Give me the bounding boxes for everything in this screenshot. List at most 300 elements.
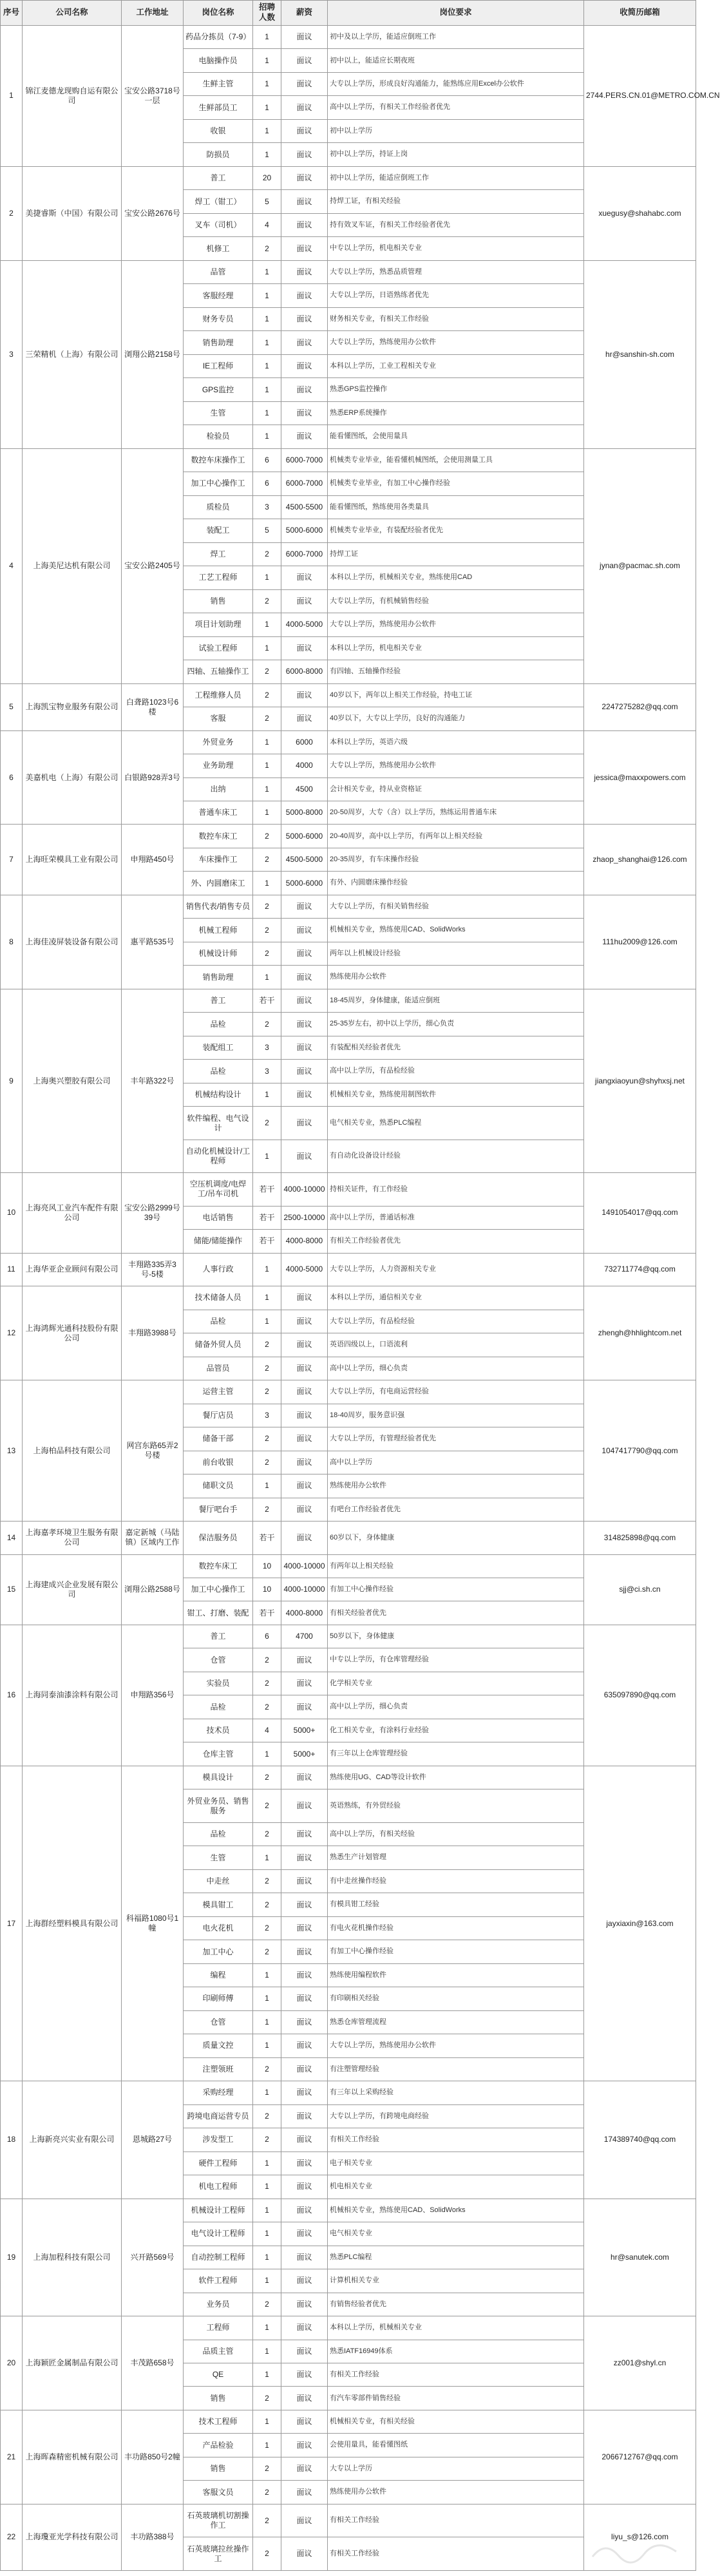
hire-count: 1 <box>253 96 281 119</box>
job-requirements: 有自动化设备设计经验 <box>328 1140 584 1172</box>
company-address: 惠平路535号 <box>122 895 184 989</box>
company-number: 9 <box>1 989 23 1172</box>
hire-count: 1 <box>253 378 281 401</box>
hire-count: 若干 <box>253 989 281 1012</box>
hire-count: 1 <box>253 72 281 95</box>
salary: 面议 <box>281 589 328 613</box>
hire-count: 1 <box>253 1474 281 1498</box>
salary: 面议 <box>281 2175 328 2199</box>
job-title: 品检 <box>184 1822 253 1846</box>
job-title: 客服经理 <box>184 284 253 307</box>
hire-count: 1 <box>253 1140 281 1172</box>
job-title: 生鲜部员工 <box>184 96 253 119</box>
salary: 4000-10000 <box>281 1173 328 1206</box>
salary: 面议 <box>281 190 328 213</box>
hire-count: 2 <box>253 2457 281 2480</box>
salary: 面议 <box>281 284 328 307</box>
hire-count: 2 <box>253 1107 281 1140</box>
job-title: 普工 <box>184 166 253 189</box>
salary: 面议 <box>281 96 328 119</box>
job-title: 保洁服务员 <box>184 1522 253 1554</box>
salary: 面议 <box>281 1310 328 1333</box>
company-name: 美捷睿斯（中国）有限公司 <box>23 166 122 260</box>
salary: 面议 <box>281 2434 328 2457</box>
salary: 4000-10000 <box>281 1554 328 1578</box>
table-row <box>1 730 696 754</box>
job-title: 技术储备人员 <box>184 1286 253 1310</box>
table-row <box>1 1286 696 1310</box>
hire-count: 2 <box>253 825 281 848</box>
hire-count: 2 <box>253 237 281 260</box>
job-requirements: 高中以上学历 <box>328 1451 584 1474</box>
resume-email: jynan@pacmac.sh.com <box>584 448 696 683</box>
job-title: 电话销售 <box>184 1206 253 1229</box>
company-address: 科福路1080号1幢 <box>122 1766 184 2081</box>
hire-count: 2 <box>253 1916 281 1940</box>
salary: 5000-6000 <box>281 519 328 542</box>
company-number: 7 <box>1 825 23 895</box>
salary: 面议 <box>281 1474 328 1498</box>
job-title: 仓管 <box>184 1648 253 1672</box>
salary: 面议 <box>281 2269 328 2293</box>
job-requirements: 初中及以上学历，能适应倒班工作 <box>328 26 584 49</box>
hire-count: 1 <box>253 119 281 142</box>
job-title: 生鲜主管 <box>184 72 253 95</box>
hire-count: 2 <box>253 1427 281 1451</box>
job-requirements: 大专以上学历，熟练使用办公软件 <box>328 613 584 636</box>
job-title: 加工中心 <box>184 1940 253 1963</box>
job-requirements: 有电火花机操作经验 <box>328 1916 584 1940</box>
job-requirements: 大专以上学历，人力资源相关专业 <box>328 1253 584 1286</box>
hire-count: 2 <box>253 2504 281 2537</box>
salary: 5000+ <box>281 1742 328 1766</box>
job-requirements: 20-35周岁，有车床操作经验 <box>328 848 584 871</box>
job-title: 钳工、打磨、装配 <box>184 1601 253 1625</box>
salary: 面议 <box>281 1916 328 1940</box>
company-name: 上海瓊亚光学科技有限公司 <box>23 2504 122 2570</box>
job-title: 品检 <box>184 1695 253 1719</box>
job-title: 装配组工 <box>184 1036 253 1059</box>
job-title: GPS监控 <box>184 378 253 401</box>
job-requirements: 熟练使用办公软件 <box>328 1474 584 1498</box>
job-requirements: 大专以上学历 <box>328 2457 584 2480</box>
hire-count: 1 <box>253 2175 281 2199</box>
job-requirements: 熟悉仓库管理流程 <box>328 2010 584 2034</box>
header-cell: 序号 <box>1 1 23 26</box>
job-requirements: 有相关工作经验 <box>328 2363 584 2386</box>
salary: 5000-6000 <box>281 872 328 895</box>
company-number: 18 <box>1 2081 23 2199</box>
company-number: 21 <box>1 2410 23 2504</box>
job-requirements: 初中以上学历，持证上岗 <box>328 143 584 166</box>
hire-count: 20 <box>253 166 281 189</box>
job-requirements: 持相关证件，有工作经验 <box>328 1173 584 1206</box>
job-title: 采购经理 <box>184 2081 253 2104</box>
company-address: 宝安公路3718号一层 <box>122 26 184 167</box>
job-requirements: 18-40周岁，服务意识强 <box>328 1404 584 1427</box>
table-row <box>1 1554 696 1578</box>
job-title: 品检 <box>184 1310 253 1333</box>
job-requirements: 财务相关专业，有相关工作经验 <box>328 307 584 330</box>
salary: 面议 <box>281 919 328 942</box>
job-requirements: 高中以上学历，细心负责 <box>328 1695 584 1719</box>
company-number: 2 <box>1 166 23 260</box>
hire-count: 1 <box>253 260 281 283</box>
job-requirements: 大专以上学历，熟练使用办公软件 <box>328 331 584 354</box>
salary: 面议 <box>281 1940 328 1963</box>
job-requirements: 本科以上学历，工业工程相关专业 <box>328 354 584 377</box>
hire-count: 6 <box>253 448 281 472</box>
company-name: 美嘉机电（上海）有限公司 <box>23 730 122 825</box>
salary: 面议 <box>281 237 328 260</box>
job-requirements: 有相关工作经验 <box>328 2128 584 2151</box>
job-title: 印刷师傅 <box>184 1987 253 2010</box>
salary: 面议 <box>281 354 328 377</box>
table-body <box>1 26 720 2571</box>
salary: 5000-6000 <box>281 825 328 848</box>
hire-count: 1 <box>253 966 281 989</box>
salary: 5000+ <box>281 1719 328 1742</box>
salary: 面议 <box>281 1404 328 1427</box>
job-title: 空压机调度/电焊工/吊车司机 <box>184 1173 253 1206</box>
salary: 面议 <box>281 2316 328 2340</box>
salary: 面议 <box>281 566 328 589</box>
hire-count: 1 <box>253 636 281 660</box>
salary: 面议 <box>281 2293 328 2316</box>
company-number: 19 <box>1 2199 23 2316</box>
job-title: 实验员 <box>184 1672 253 1695</box>
job-requirements: 有吧台工作经验者优先 <box>328 1498 584 1521</box>
hire-count: 1 <box>253 1742 281 1766</box>
hire-count: 2 <box>253 1333 281 1357</box>
hire-count: 2 <box>253 1648 281 1672</box>
company-address: 嘉定新城（马陆镇）区域内工作 <box>122 1522 184 1554</box>
job-requirements: 熟悉生产计划管理 <box>328 1846 584 1869</box>
company-address: 恩城路27号 <box>122 2081 184 2199</box>
hire-count: 2 <box>253 1357 281 1380</box>
table-row <box>1 895 696 918</box>
salary: 面议 <box>281 1963 328 1987</box>
hire-count: 3 <box>253 1404 281 1427</box>
hire-count: 1 <box>253 143 281 166</box>
hire-count: 2 <box>253 1013 281 1036</box>
company-number: 10 <box>1 1173 23 1253</box>
hire-count: 1 <box>253 1253 281 1286</box>
job-title: 四轴、五轴操作工 <box>184 660 253 683</box>
resume-email: 174389740@qq.com <box>584 2081 696 2199</box>
job-title: 工艺工程师 <box>184 566 253 589</box>
hire-count: 2 <box>253 1380 281 1404</box>
company-address: 丰翔路335弄3号-5楼 <box>122 1253 184 1286</box>
company-name: 上海奥兴塑胶有限公司 <box>23 989 122 1172</box>
watermark-icon <box>586 2537 683 2563</box>
job-requirements: 熟悉GPS监控操作 <box>328 378 584 401</box>
job-requirements: 50岁以下，身体健康 <box>328 1625 584 1648</box>
job-requirements: 熟练使用编程软件 <box>328 1963 584 1987</box>
salary: 面议 <box>281 143 328 166</box>
company-number: 14 <box>1 1522 23 1554</box>
table-row <box>1 1173 696 1206</box>
salary: 面议 <box>281 2199 328 2222</box>
job-requirements: 有外、内圆磨床操作经验 <box>328 872 584 895</box>
job-title: 数控车床工 <box>184 825 253 848</box>
salary: 面议 <box>281 1893 328 1916</box>
job-title: 生管 <box>184 401 253 425</box>
hire-count: 3 <box>253 1060 281 1083</box>
job-requirements: 大专以上学历，有管理经验者优先 <box>328 1427 584 1451</box>
job-title: 装配工 <box>184 519 253 542</box>
job-title: 机修工 <box>184 237 253 260</box>
job-title: 数控车床操作工 <box>184 448 253 472</box>
job-requirements: 有两年以上相关经验 <box>328 1554 584 1578</box>
job-title: 储职文员 <box>184 1474 253 1498</box>
job-requirements: 机械类专业毕业，有装配经验者优先 <box>328 519 584 542</box>
hire-count: 1 <box>253 2363 281 2386</box>
salary: 面议 <box>281 1789 328 1822</box>
company-name: 上海柏品科技有限公司 <box>23 1380 122 1522</box>
hire-count: 1 <box>253 354 281 377</box>
header-cell: 岗位要求 <box>328 1 584 26</box>
resume-email: 314825898@qq.com <box>584 1522 696 1554</box>
job-title: 客服文员 <box>184 2481 253 2504</box>
company-number: 11 <box>1 1253 23 1286</box>
job-title: 电气设计工程师 <box>184 2222 253 2246</box>
company-name: 上海华亚企业顾问有限公司 <box>23 1253 122 1286</box>
job-title: 跨境电商运营专员 <box>184 2104 253 2128</box>
job-requirements: 本科以上学历，机械相关专业 <box>328 2316 584 2340</box>
table-row <box>1 1766 696 1789</box>
salary: 4000-5000 <box>281 1253 328 1286</box>
job-requirements: 机械相关专业，熟练使用制图软件 <box>328 1083 584 1106</box>
company-address: 兴开路569号 <box>122 2199 184 2316</box>
hire-count: 1 <box>253 613 281 636</box>
salary: 面议 <box>281 2010 328 2034</box>
hire-count: 1 <box>253 566 281 589</box>
salary: 面议 <box>281 1013 328 1036</box>
hire-count: 1 <box>253 2246 281 2269</box>
hire-count: 2 <box>253 683 281 707</box>
salary: 面议 <box>281 1060 328 1083</box>
company-name: 上海加程科技有限公司 <box>23 2199 122 2316</box>
job-requirements: 有三年以上采购经验 <box>328 2081 584 2104</box>
hire-count: 2 <box>253 2537 281 2570</box>
salary: 4500-5500 <box>281 495 328 519</box>
job-requirements: 有加工中心操作经验 <box>328 1940 584 1963</box>
hire-count: 5 <box>253 519 281 542</box>
table-row <box>1 26 696 49</box>
job-title: 运营主管 <box>184 1380 253 1404</box>
resume-email: hr@sanshin-sh.com <box>584 260 696 448</box>
hire-count: 6 <box>253 472 281 495</box>
company-name: 上海凯宝物业服务有限公司 <box>23 683 122 730</box>
hire-count: 1 <box>253 401 281 425</box>
job-requirements: 20-50周岁，大专（含）以上学历，熟练运用普通车床 <box>328 801 584 824</box>
job-title: 防损员 <box>184 143 253 166</box>
hire-count: 2 <box>253 589 281 613</box>
job-title: 品质主管 <box>184 2340 253 2363</box>
job-requirements: 高中以上学历，细心负责 <box>328 1357 584 1380</box>
job-requirements: 40岁以下，大专以上学历，良好的沟通能力 <box>328 707 584 730</box>
hire-count: 1 <box>253 2034 281 2057</box>
job-requirements: 大专以上学历，熟练使用办公软件 <box>328 754 584 778</box>
hire-count: 1 <box>253 26 281 49</box>
salary: 6000-8000 <box>281 660 328 683</box>
salary: 面议 <box>281 2151 328 2175</box>
salary: 面议 <box>281 1333 328 1357</box>
job-requirements: 本科以上学历，通信相关专业 <box>328 1286 584 1310</box>
job-requirements: 电子相关专业 <box>328 2151 584 2175</box>
hire-count: 1 <box>253 307 281 330</box>
salary: 面议 <box>281 966 328 989</box>
resume-email: jiangxiaoyun@shyhxsj.net <box>584 989 696 1172</box>
job-title: 软件编程、电气设计 <box>184 1107 253 1140</box>
resume-email: 635097890@qq.com <box>584 1625 696 1766</box>
job-title: IE工程师 <box>184 354 253 377</box>
job-title: 加工中心操作工 <box>184 472 253 495</box>
job-requirements: 高中以上学历，有品检经验 <box>328 1060 584 1083</box>
salary: 2500-10000 <box>281 1206 328 1229</box>
table-row <box>1 1522 696 1554</box>
salary: 6000 <box>281 730 328 754</box>
salary: 面议 <box>281 707 328 730</box>
job-requirements: 有销售经验者优先 <box>328 2293 584 2316</box>
job-requirements: 本科以上学历，机电相关专业 <box>328 636 584 660</box>
table-row <box>1 2504 696 2537</box>
resume-email: jessica@maxxpowers.com <box>584 730 696 825</box>
job-title: 客服 <box>184 707 253 730</box>
hire-count: 4 <box>253 1719 281 1742</box>
company-address: 宝安公路2405号 <box>122 448 184 683</box>
salary: 4000-5000 <box>281 613 328 636</box>
job-requirements: 有加工中心操作经验 <box>328 1578 584 1601</box>
job-requirements: 大专以上学历，熟练使用办公软件 <box>328 2034 584 2057</box>
job-requirements: 高中以上学历，有相关工作经验者优先 <box>328 96 584 119</box>
salary: 面议 <box>281 2246 328 2269</box>
job-requirements: 初中以上学历，能适应倒班工作 <box>328 166 584 189</box>
resume-email: hr@sanutek.com <box>584 2199 696 2316</box>
salary: 面议 <box>281 1140 328 1172</box>
hire-count: 2 <box>253 1789 281 1822</box>
company-name: 锦江麦德龙现购自运有限公司 <box>23 26 122 167</box>
job-title: 普工 <box>184 989 253 1012</box>
job-title: 数控车床工 <box>184 1554 253 1578</box>
resume-email: sjj@ci.sh.cn <box>584 1554 696 1625</box>
company-number: 12 <box>1 1286 23 1380</box>
salary: 面议 <box>281 942 328 965</box>
hire-count: 2 <box>253 1869 281 1893</box>
job-requirements: 熟悉ERP系统操作 <box>328 401 584 425</box>
company-address: 浏翔公路2588号 <box>122 1554 184 1625</box>
job-title: 工程维修人员 <box>184 683 253 707</box>
job-title: 销售代表/销售专员 <box>184 895 253 918</box>
job-requirements: 本科以上学历，机械相关专业，熟练使用CAD <box>328 566 584 589</box>
company-name: 上海鸿辉光通科技股份有限公司 <box>23 1286 122 1380</box>
job-title: 石英玻璃拉丝操作工 <box>184 2537 253 2570</box>
job-requirements: 机械类专业毕业，能看懂机械图纸，会使用测量工具 <box>328 448 584 472</box>
salary: 面议 <box>281 1036 328 1059</box>
hire-count: 10 <box>253 1578 281 1601</box>
job-requirements: 有相关经验者优先 <box>328 1601 584 1625</box>
job-title: 电火花机 <box>184 1916 253 1940</box>
hire-count: 2 <box>253 848 281 871</box>
company-name: 上海晖森精密机械有限公司 <box>23 2410 122 2504</box>
resume-email: jayxiaxin@163.com <box>584 1766 696 2081</box>
salary: 面议 <box>281 1672 328 1695</box>
resume-email: 732711774@qq.com <box>584 1253 696 1286</box>
header-cell: 招聘人数 <box>253 1 281 26</box>
job-title: 模具设计 <box>184 1766 253 1789</box>
job-title: 销售 <box>184 2457 253 2480</box>
company-name: 三荣精机（上海）有限公司 <box>23 260 122 448</box>
company-name: 上海新亮兴实业有限公司 <box>23 2081 122 2199</box>
job-requirements: 大专以上学历，形成良好沟通能力，能熟练应用Excel办公软件 <box>328 72 584 95</box>
job-requirements: 本科以上学历，英语六级 <box>328 730 584 754</box>
hire-count: 2 <box>253 942 281 965</box>
hire-count: 1 <box>253 2222 281 2246</box>
job-title: 涉发型工 <box>184 2128 253 2151</box>
job-requirements: 大专以上学历，有相关销售经验 <box>328 895 584 918</box>
company-address: 网宫东路65弄2号楼 <box>122 1380 184 1522</box>
job-requirements: 机械相关专业，有相关经验 <box>328 2410 584 2433</box>
company-number: 5 <box>1 683 23 730</box>
company-address: 白银路928弄3号 <box>122 730 184 825</box>
hire-count: 2 <box>253 2104 281 2128</box>
hire-count: 2 <box>253 2128 281 2151</box>
table-row <box>1 448 696 472</box>
company-name: 上海嘉孝环境卫生服务有限公司 <box>23 1522 122 1554</box>
hire-count: 若干 <box>253 1601 281 1625</box>
table-row <box>1 1380 696 1404</box>
salary: 面议 <box>281 1869 328 1893</box>
hire-count: 2 <box>253 660 281 683</box>
salary: 面议 <box>281 1083 328 1106</box>
job-title: 技术工程师 <box>184 2410 253 2433</box>
job-title: 机械工程师 <box>184 919 253 942</box>
salary: 4000 <box>281 754 328 778</box>
hire-count: 1 <box>253 284 281 307</box>
job-title: 外、内圆磨床工 <box>184 872 253 895</box>
job-title: 仓管 <box>184 2010 253 2034</box>
company-number: 1 <box>1 26 23 167</box>
salary: 面议 <box>281 1357 328 1380</box>
job-title: 销售 <box>184 589 253 613</box>
job-requirements: 熟练使用UG、CAD等设计软件 <box>328 1766 584 1789</box>
job-requirements: 初中以上学历 <box>328 119 584 142</box>
header-cell: 岗位名称 <box>184 1 253 26</box>
company-number: 4 <box>1 448 23 683</box>
hire-count: 1 <box>253 754 281 778</box>
job-title: 收银 <box>184 119 253 142</box>
job-title: 品管 <box>184 260 253 283</box>
salary: 面议 <box>281 895 328 918</box>
salary: 面议 <box>281 1286 328 1310</box>
job-title: QE <box>184 2363 253 2386</box>
job-title: 产品检验 <box>184 2434 253 2457</box>
hire-count: 2 <box>253 2057 281 2081</box>
salary: 4500 <box>281 778 328 801</box>
salary: 面议 <box>281 26 328 49</box>
job-requirements: 大专以上学历，熟悉品质管理 <box>328 260 584 283</box>
hire-count: 5 <box>253 190 281 213</box>
table-row <box>1 166 696 189</box>
salary: 面议 <box>281 1766 328 1789</box>
job-title: 储备干部 <box>184 1427 253 1451</box>
salary: 面议 <box>281 1846 328 1869</box>
job-title: 机电工程师 <box>184 2175 253 2199</box>
job-requirements: 有三年以上仓库管理经验 <box>328 1742 584 1766</box>
header-cell: 收简历邮箱 <box>584 1 696 26</box>
salary: 面议 <box>281 213 328 236</box>
